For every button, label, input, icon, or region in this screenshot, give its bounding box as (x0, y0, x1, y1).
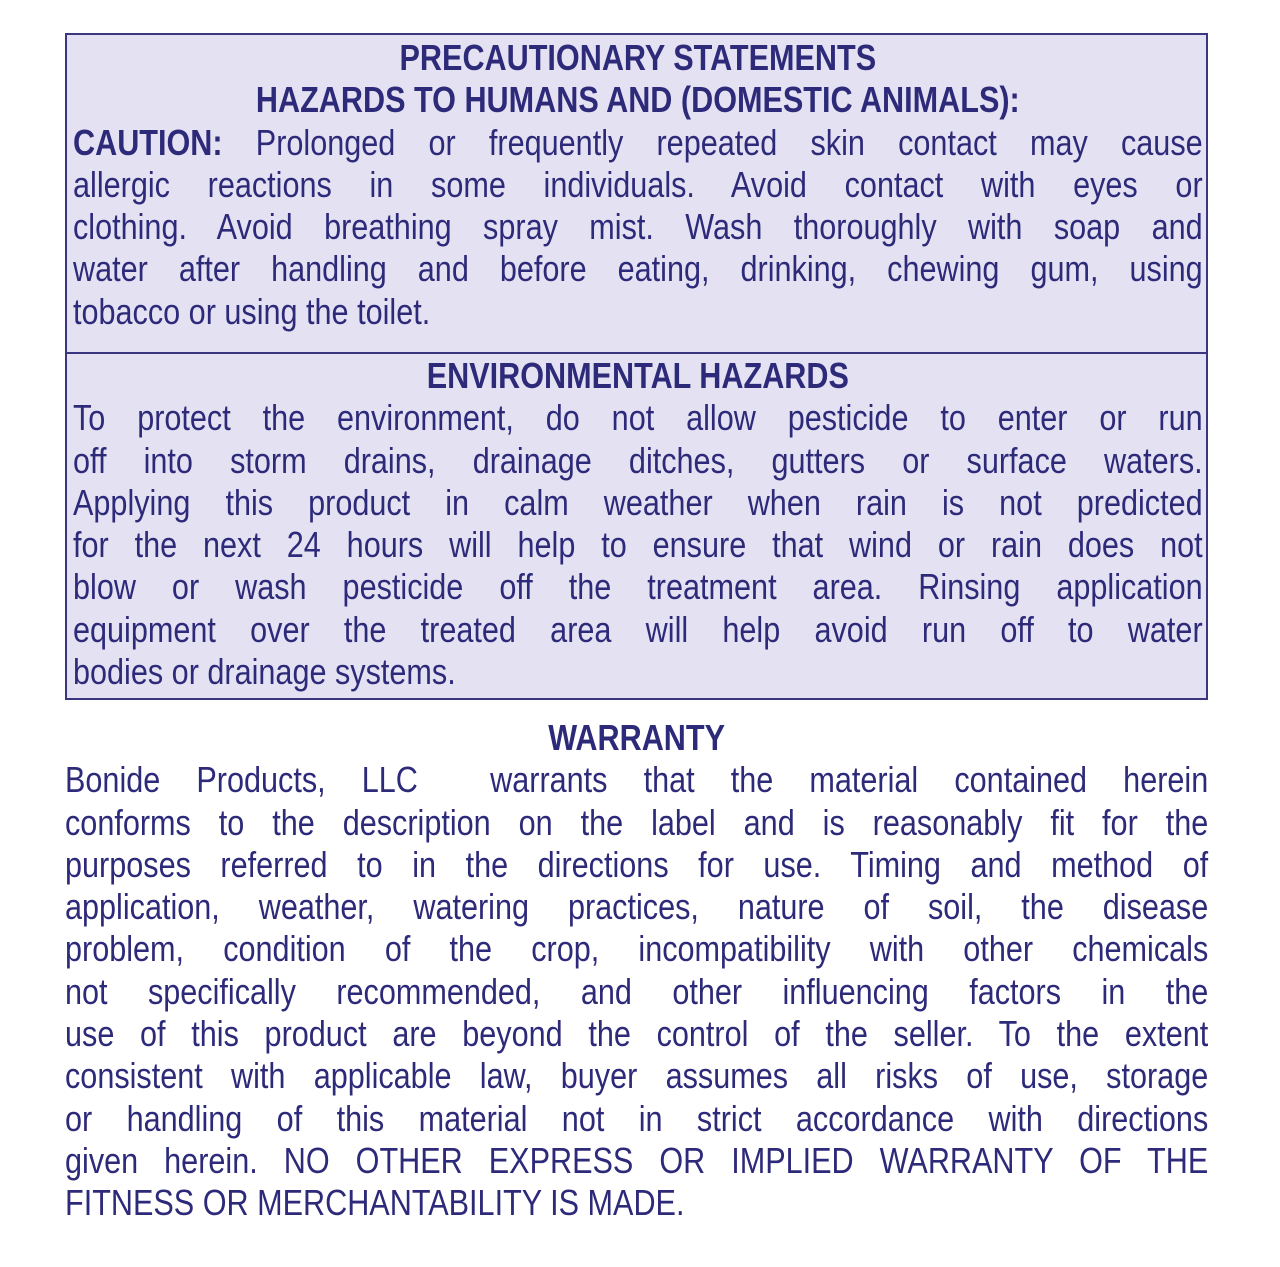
text-line: Prolonged or frequently repeated skin contact may cause (255, 121, 1203, 163)
text-line: use of this product are beyond the control of the seller. To the extent (65, 1013, 1209, 1055)
text-line: off into storm drains, drainage ditches, gutters or surface waters. (73, 439, 1203, 481)
text-line: bodies or drainage systems. (73, 651, 456, 693)
text-line: tobacco or using the toilet. (73, 290, 431, 332)
text-line: given herein. NO OTHER EXPRESS OR IMPLIED WARRANTY OF THE (65, 1139, 1209, 1181)
text-line: consistent with applicable law, buyer assumes all risks of use, storage (65, 1055, 1209, 1097)
text-line: equipment over the treated area will help avoid run off to water (73, 608, 1203, 650)
text-line: application, weather, watering practices, nature of soil, the disease (65, 886, 1209, 928)
precautionary-title: PRECAUTIONARY STATEMENTS (399, 37, 877, 78)
caution-label: CAUTION: (73, 121, 223, 163)
precautionary-section (73, 37, 1203, 333)
text-line: for the next 24 hours will help to ensure that wind or rain does not (73, 524, 1203, 566)
environmental-title: ENVIRONMENTAL HAZARDS (426, 355, 849, 396)
text-line: problem, condition of the crop, incompatibility with other chemicals (65, 928, 1209, 970)
section-divider (67, 352, 1206, 354)
environmental-section (73, 355, 1203, 693)
text-line: To protect the environment, do not allow pesticide to enter or run (73, 397, 1203, 439)
text-line: conforms to the description on the label and is reasonably fit for the (65, 801, 1209, 843)
text-line: Bonide Products, LLC warrants that the material contained herein (65, 759, 1209, 801)
text-line: FITNESS OR MERCHANTABILITY IS MADE. (65, 1182, 685, 1224)
hazards-subtitle: HAZARDS TO HUMANS AND (DOMESTIC ANIMALS): (255, 79, 1020, 121)
text-line: water after handling and before eating, drinking, chewing gum, using (73, 248, 1203, 290)
caution-line (73, 122, 1203, 164)
text-line: allergic reactions in some individuals. Avoid contact with eyes or (73, 163, 1203, 205)
warranty-title: WARRANTY (548, 717, 726, 758)
text-line: blow or wash pesticide off the treatment area. Rinsing application (73, 566, 1203, 608)
text-line: not specifically recommended, and other influencing factors in the (65, 970, 1209, 1012)
text-line: clothing. Avoid breathing spray mist. Wash thoroughly with soap and (73, 206, 1203, 248)
text-line: purposes referred to in the directions for use. Timing and method of (65, 843, 1209, 885)
text-line: Applying this product in calm weather when rain is not predicted (73, 481, 1203, 523)
text-line: or handling of this material not in strict accordance with directions (65, 1097, 1209, 1139)
warranty-section (65, 717, 1208, 1225)
